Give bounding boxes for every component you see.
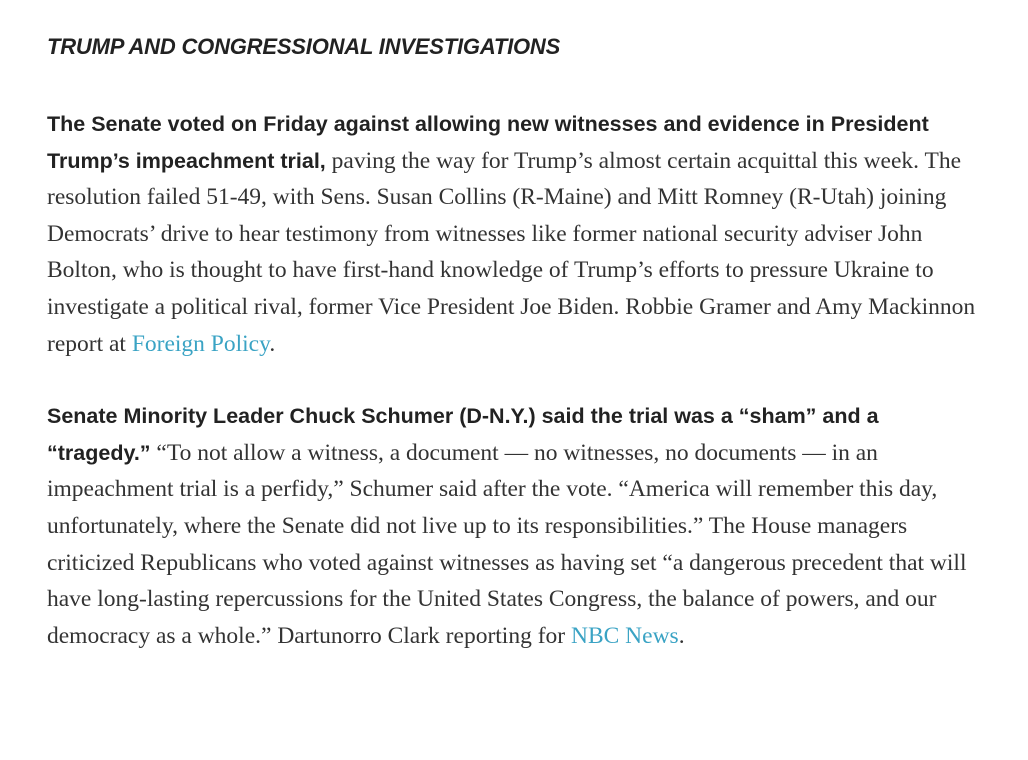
paragraph-end: . bbox=[269, 330, 276, 357]
paragraph-schumer bbox=[47, 398, 988, 654]
foreign-policy-link[interactable]: Foreign Policy bbox=[131, 330, 270, 357]
paragraph-senate-vote bbox=[47, 106, 988, 362]
paragraph-body: paving the way for Trump’s almost certain acquittal this week. The resolution failed 51-49, with Sens. Susan Collins (R-Maine) and Mitt Romney (R-Utah) joining Democrats’ drive to hear testimony from witnesses like former national security adviser John Bolton, who is thought to have first-hand knowledge of Trump’s efforts to pressure Ukraine to investigate a political rival, former Vice President Joe Biden. Robbie Gramer and Amy Mackinnon report at bbox=[47, 147, 976, 357]
paragraph-body: “To not allow a witness, a document — no witnesses, no documents — in an impeachment trial is a perfidy,” Schumer said after the vote. “America will remember this day, unfortunately, where the Senate did not live up to its responsibilities.” The House managers criticized Republicans who voted against witnesses as having set “a dangerous precedent that will have long-lasting repercussions for the United States Congress, the balance of powers, and our democracy as a whole.” Dartunorro Clark reporting for bbox=[47, 439, 967, 649]
paragraph-end: . bbox=[678, 622, 685, 649]
paragraph-lead: Senate Minority Leader Chuck Schumer (D-N.Y.) said the trial was a “sham” and a “tragedy.” bbox=[47, 404, 879, 465]
nbc-news-link[interactable]: NBC News bbox=[570, 622, 679, 649]
section-heading: TRUMP AND CONGRESSIONAL INVESTIGATIONS bbox=[47, 34, 561, 59]
paragraph-lead: The Senate voted on Friday against allowing new witnesses and evidence in President Trump’s impeachment trial, bbox=[47, 112, 929, 173]
